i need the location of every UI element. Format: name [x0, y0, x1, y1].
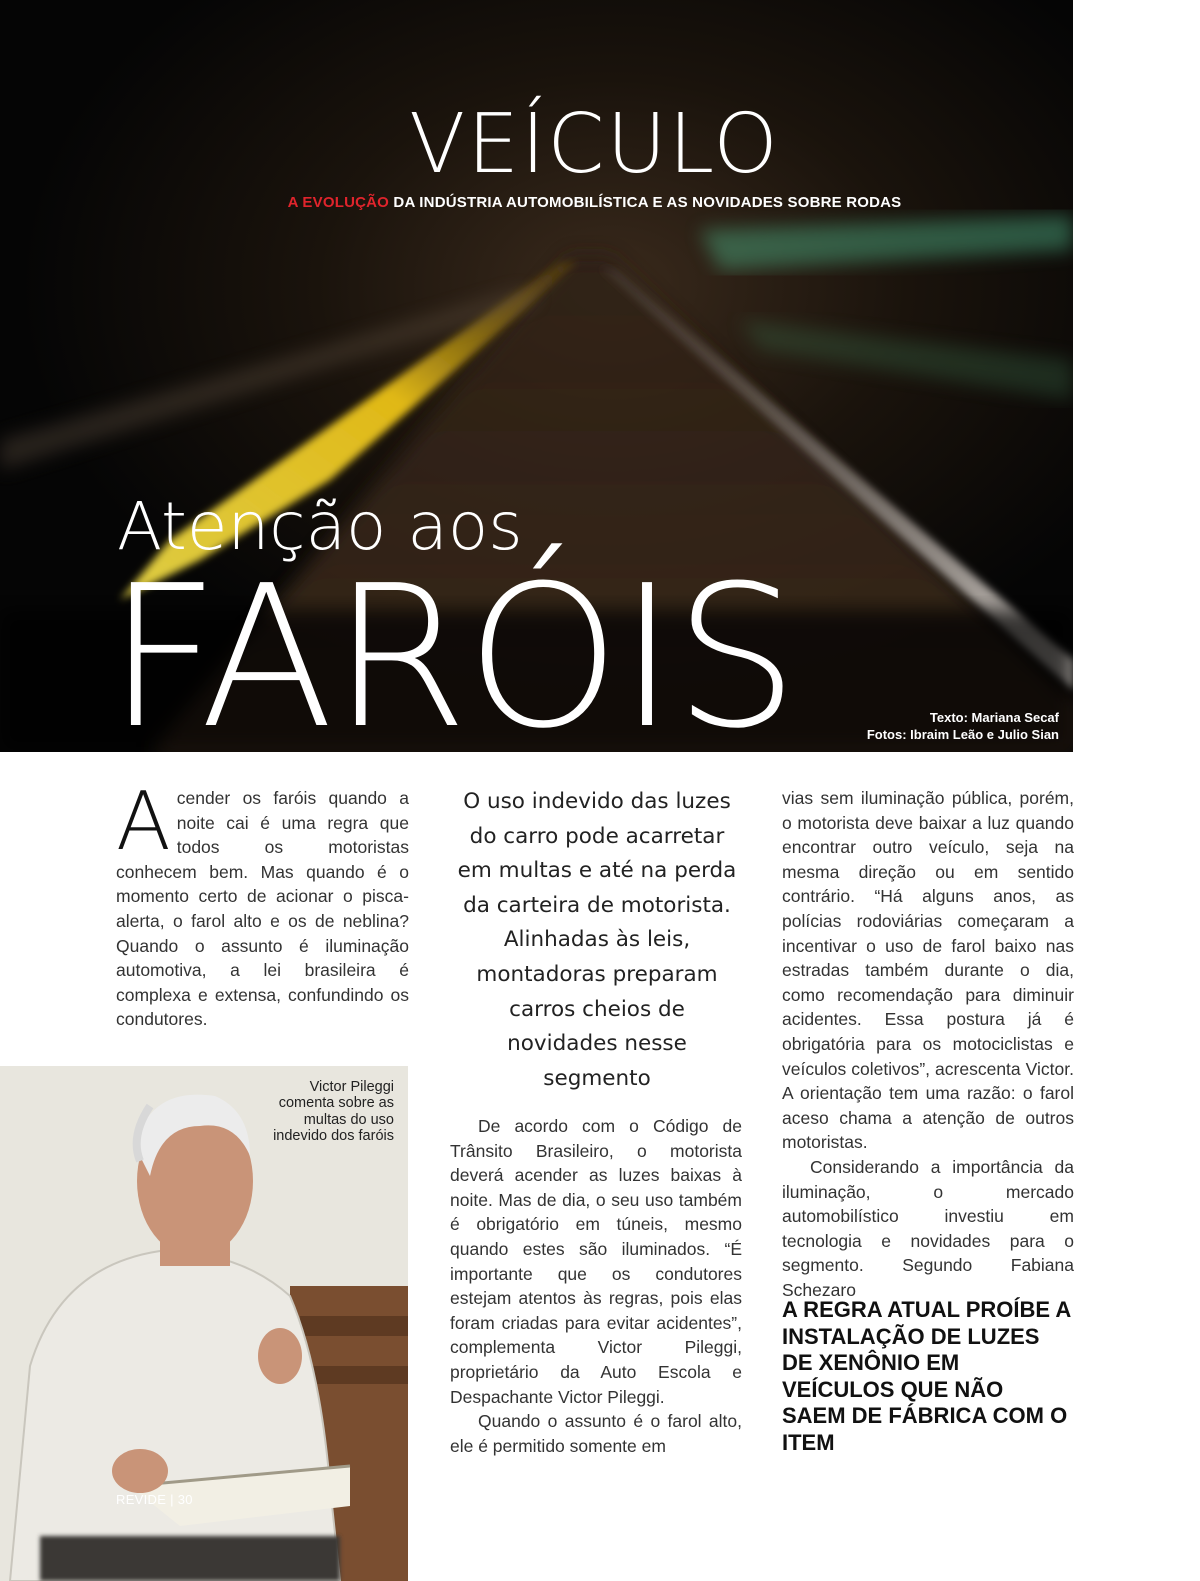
- page-folio: REVIDE | 30: [116, 1492, 193, 1507]
- drop-cap: A: [116, 775, 171, 868]
- credits-text: Texto: Mariana Secaf: [929, 710, 1059, 725]
- hero-photo: [0, 0, 1073, 752]
- photo-caption: Victor Pileggi comenta sobre as multas do uso indevido dos faróis: [273, 1079, 394, 1144]
- article-column-1: [116, 775, 409, 1032]
- article-paragraph: De acordo com o Código de Trânsito Brasileiro, o motorista deverá acender as luzes baixas à noite. Mas de dia, o seu uso também é obrigatório em túneis, mesmo quando estes são iluminados. “É importante que os condutores estejam atentos às regras, pois elas foram criadas para evitar acidentes”, complementa Victor Pileggi, proprietário da Auto Escola e Despachante Victor Pileggi.: [450, 1116, 742, 1407]
- section-subtitle: [0, 194, 1073, 211]
- credits: [867, 709, 1059, 743]
- section-title: VEÍCULO: [409, 97, 780, 192]
- article-paragraph: Considerando a importância da iluminação, o mercado automobilístico investiu em tecnologia e novidades para o segmento. Segundo Fabiana Schezaro: [782, 1156, 1074, 1300]
- portrait-photo: [0, 1066, 408, 1581]
- credits-photos: Fotos: Ibraim Leão e Julio Sian: [866, 727, 1059, 742]
- article-column-3: [782, 786, 1074, 1302]
- article-paragraph: vias sem iluminação pública, porém, o motorista deve baixar a luz quando encontrar outro veículo, seja na mesma direção ou em sentido contrário. “Há alguns anos, as polícias rodoviárias começaram a incentivar o uso de farol baixo nas estradas também durante o dia, como recomendação para diminuir acidentes. Essa postura já é obrigatória para os motociclistas e veículos coletivos”, acrescenta Victor. A orientação tem uma razão: o farol aceso chama a atenção de outros motoristas.: [782, 788, 1074, 1153]
- article-column-2: [450, 1114, 742, 1458]
- headline-line-1: Atenção aos: [117, 488, 523, 565]
- article-paragraph: Quando o assunto é o farol alto, ele é permitido somente em: [450, 1411, 742, 1456]
- headline-line-2: FARÓIS: [107, 544, 797, 752]
- section-subtitle-highlight: A EVOLUÇÃO: [287, 194, 390, 211]
- article-intro: cender os faróis quando a noite cai é uma regra que todos os motoristas conhecem bem. Mas quando é o momento certo de acionar o pisca-alerta, o farol alto e os de neblina? Quando o assunto é iluminação automotiva, a lei brasileira é complexa e extensa, confundindo os condutores.: [116, 788, 409, 1030]
- section-subtitle-rest: DA INDÚSTRIA AUTOMOBILÍSTICA E AS NOVIDADES SOBRE RODAS: [389, 194, 902, 211]
- pull-quote: O uso indevido das luzes do carro pode acarretar em multas e até na perda da carteira de motorista. Alinhadas às leis, montadoras preparam carros cheios de novidades nesse segmento: [457, 789, 737, 1091]
- highlight-quote: A REGRA ATUAL PROÍBE A INSTALAÇÃO DE LUZES DE XENÔNIO EM VEÍCULOS QUE NÃO SAEM DE FÁBRICA COM O ITEM: [782, 1297, 1071, 1455]
